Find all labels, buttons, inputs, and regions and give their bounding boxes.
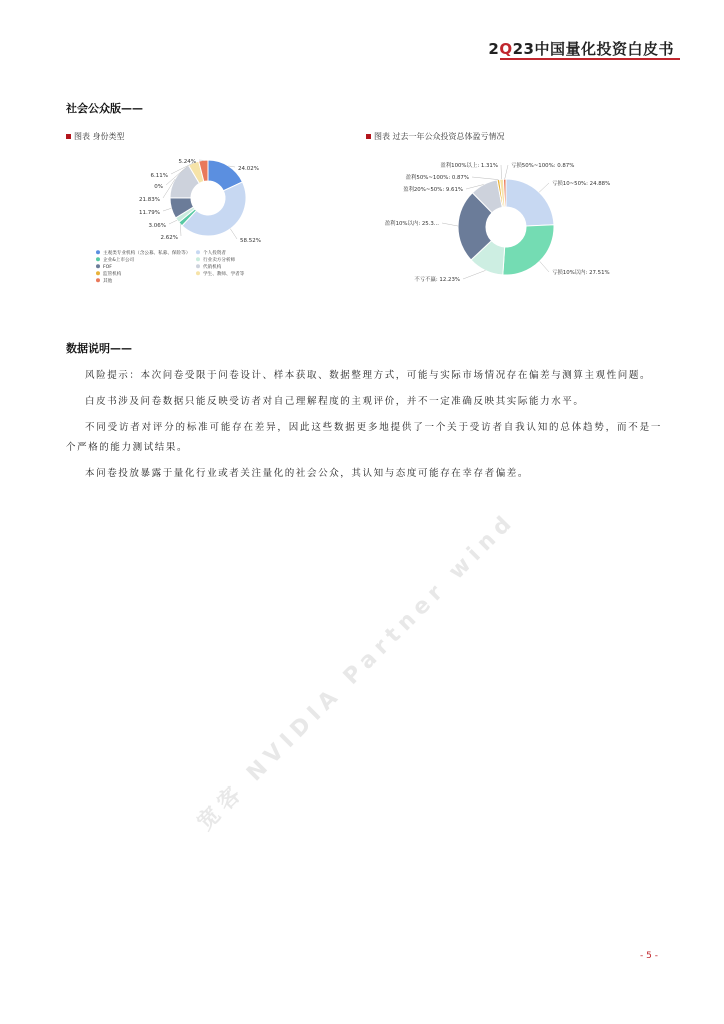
slice-label: 亏损10~50%: 24.88% (552, 181, 611, 187)
slice-label: 24.02% (238, 166, 259, 172)
leader-line (169, 220, 177, 224)
pnl-donut-chart (366, 150, 646, 300)
legend-swatch (196, 250, 200, 254)
legend-swatch (196, 257, 200, 261)
leader-line (472, 177, 498, 180)
legend-swatch (196, 264, 200, 268)
slice-label: 亏损10%以内: 27.51% (552, 270, 610, 276)
page-number: - 5 - (640, 951, 658, 961)
leader-line (505, 165, 508, 179)
slice-label: 盈利10%以内: 25.3... (384, 221, 439, 227)
chart2-title: 图表 过去一年公众投资总体盈亏情况 (366, 131, 505, 142)
leader-line (540, 261, 549, 272)
slice-label: 6.11% (150, 173, 168, 179)
leader-line (180, 224, 181, 236)
slice-label: 亏损50%~100%: 0.87% (511, 163, 575, 169)
legend-swatch (96, 271, 100, 275)
legend-swatch (96, 250, 100, 254)
title-marker (366, 134, 371, 139)
leader-line (442, 223, 458, 226)
paragraph: 风险提示：本次问卷受限于问卷设计、样本获取、数据整理方式，可能与实际市场情况存在偏差与测算主观性问题。 (85, 370, 652, 381)
watermark: 宽客 NVIDIA Partner wind (192, 507, 521, 836)
legend-label: 其他 (103, 279, 113, 284)
legend-label: 学生、教师、学者等 (203, 272, 245, 277)
legend-label: 企业&上市公司 (103, 258, 135, 263)
header-rule (500, 58, 680, 60)
leader-line (163, 208, 171, 211)
slice-label: 21.83% (139, 197, 160, 203)
legend-label: 监管机构 (103, 272, 122, 277)
legend-label: 代销机构 (203, 265, 222, 270)
slice-label: 2.62% (160, 235, 178, 241)
leader-line (501, 165, 502, 179)
legend-swatch (96, 278, 100, 282)
pie-slice (506, 179, 554, 226)
leader-line (463, 270, 486, 279)
legend-swatch (96, 264, 100, 268)
legend-label: 个人投资者 (203, 251, 226, 256)
paragraph: 不同受访者对评分的标准可能存在差异，因此这些数据更多地提供了一个关于受访者自我认知的总体趋势，而不是一个严格的能力测试结果。 (66, 422, 662, 453)
legend-swatch (96, 257, 100, 261)
paragraph: 白皮书涉及问卷数据只能反映受访者对自己理解程度的主观评价，并不一定准确反映其实际能力水平。 (85, 396, 585, 407)
chart1-title: 图表 身份类型 (66, 131, 125, 142)
slice-label: 58.52% (240, 238, 261, 244)
legend-swatch (196, 271, 200, 275)
legend-label: 主观类专业机构（含公募、私募、保险等） (103, 251, 191, 256)
pie-slice (503, 225, 554, 275)
leader-line (539, 183, 549, 192)
slice-label: 盈利20%~50%: 9.61% (403, 187, 463, 193)
identity-donut-chart (90, 150, 290, 300)
section-title-data-notes: 数据说明—— (66, 342, 132, 355)
slice-label: 3.06% (148, 223, 166, 229)
section-title-public: 社会公众版—— (66, 102, 143, 115)
slice-label: 盈利50%~100%: 0.87% (405, 175, 469, 181)
data-notes (66, 366, 662, 484)
slice-label: 不亏不赢: 12.23% (414, 277, 460, 283)
title-marker (66, 134, 71, 139)
paragraph: 本问卷投放暴露于量化行业或者关注量化的社会公众，其认知与态度可能存在幸存者偏差。 (85, 468, 530, 479)
slice-label: 盈利100%以上: 1.31% (440, 163, 498, 169)
leader-line (230, 229, 237, 239)
legend-label: 行业卖方分析师 (203, 258, 236, 263)
legend-label: FOF (103, 265, 112, 270)
report-title: 2Q23中国量化投资白皮书 (488, 40, 674, 58)
slice-label: 5.24% (178, 159, 196, 165)
slice-label: 0% (154, 184, 163, 190)
slice-label: 11.79% (139, 210, 160, 216)
